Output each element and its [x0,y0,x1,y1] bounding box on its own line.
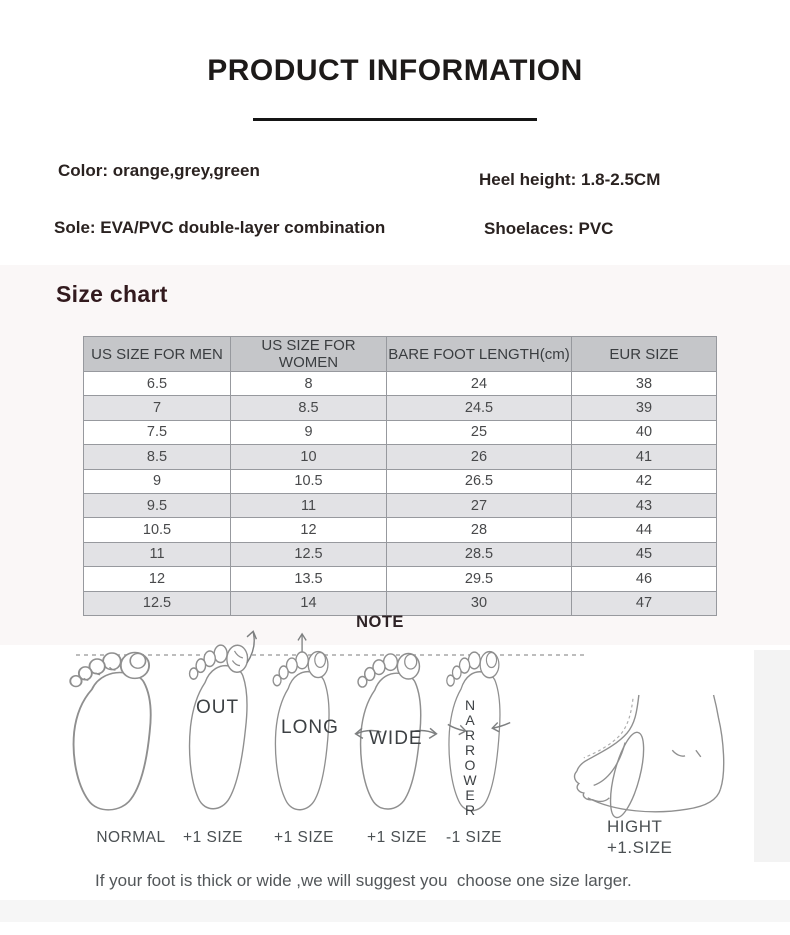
table-cell: 7.5 [84,420,231,444]
size-table [83,336,717,616]
spec-heel-height: Heel height: 1.8-2.5CM [479,170,661,189]
table-cell: 12.5 [231,542,387,566]
spec-color: Color: orange,grey,green [58,161,260,180]
table-cell: 9 [84,469,231,493]
foot-label-out: OUT [196,697,240,718]
size-table-header-row [84,337,717,372]
table-cell: 11 [84,542,231,566]
table-cell: 24.5 [387,396,572,420]
background-patch [754,650,790,862]
table-row [84,372,717,396]
table-cell: 12 [231,518,387,542]
foot-diagram-out [177,638,270,829]
table-row [84,493,717,517]
size-chart-heading: Size chart [56,281,168,307]
size-note-hight-line1: HIGHT [607,817,663,836]
table-cell: 8.5 [231,396,387,420]
size-advice-text: If your foot is thick or wide ,we will suggest you choose one size larger. [95,871,632,890]
size-note-hight [607,816,672,858]
table-cell: 41 [572,445,717,469]
table-cell: 27 [387,493,572,517]
foot-diagram-hight [574,695,746,833]
size-table-head [84,337,717,372]
table-cell: 30 [387,591,572,615]
spec-sole: Sole: EVA/PVC double-layer combination [54,218,386,237]
note-section [0,645,790,900]
table-cell: 10.5 [231,469,387,493]
spec-shoelaces: Shoelaces: PVC [484,219,614,238]
table-cell: 42 [572,469,717,493]
note-heading: NOTE [356,613,404,631]
table-cell: 44 [572,518,717,542]
table-cell: 38 [572,372,717,396]
table-cell: 11 [231,493,387,517]
table-cell: 40 [572,420,717,444]
table-row [84,591,717,615]
table-cell: 39 [572,396,717,420]
foot-narrower-icon [440,646,518,828]
size-note-wide: +1 SIZE [367,829,427,846]
table-cell: 8.5 [84,445,231,469]
title-underline [253,118,537,121]
table-cell: 13.5 [231,567,387,591]
table-cell: 24 [387,372,572,396]
header-cell: US SIZE FOR WOMEN [231,337,387,372]
table-cell: 12.5 [84,591,231,615]
page-title: PRODUCT INFORMATION [207,54,583,87]
size-table-body [84,372,717,616]
table-cell: 10 [231,445,387,469]
product-info-header [0,0,790,265]
table-cell: 46 [572,567,717,591]
table-cell: 8 [231,372,387,396]
foot-diagram-narrower [440,646,518,828]
size-note-normal: NORMAL [96,829,166,846]
header-cell: EUR SIZE [572,337,717,372]
size-note-narrower: -1 SIZE [445,829,503,846]
size-note-out: +1 SIZE [183,829,243,846]
table-cell: 28 [387,518,572,542]
foot-diagram-normal [60,647,178,827]
bottom-margin [0,922,790,935]
header-cell: US SIZE FOR MEN [84,337,231,372]
table-cell: 26.5 [387,469,572,493]
table-cell: 43 [572,493,717,517]
table-row [84,542,717,566]
foot-side-icon [574,695,746,833]
foot-label-narrower: NARROWER [462,697,478,817]
foot-normal-icon [60,647,178,827]
table-cell: 47 [572,591,717,615]
table-row [84,420,717,444]
foot-label-wide: WIDE [369,728,423,749]
table-cell: 29.5 [387,567,572,591]
table-row [84,469,717,493]
table-row [84,445,717,469]
table-cell: 6.5 [84,372,231,396]
foot-out-icon [177,638,270,829]
table-cell: 25 [387,420,572,444]
table-cell: 7 [84,396,231,420]
table-cell: 9.5 [84,493,231,517]
foot-label-long: LONG [281,717,339,738]
bottom-strip [0,900,790,922]
table-cell: 45 [572,542,717,566]
table-cell: 26 [387,445,572,469]
size-note-long: +1 SIZE [274,829,334,846]
table-cell: 10.5 [84,518,231,542]
table-cell: 28.5 [387,542,572,566]
table-row [84,567,717,591]
size-note-hight-line2: +1.SIZE [607,838,673,857]
table-cell: 9 [231,420,387,444]
table-row [84,518,717,542]
table-cell: 14 [231,591,387,615]
size-chart-section [0,265,790,645]
table-row [84,396,717,420]
header-cell: BARE FOOT LENGTH(cm) [387,337,572,372]
table-cell: 12 [84,567,231,591]
